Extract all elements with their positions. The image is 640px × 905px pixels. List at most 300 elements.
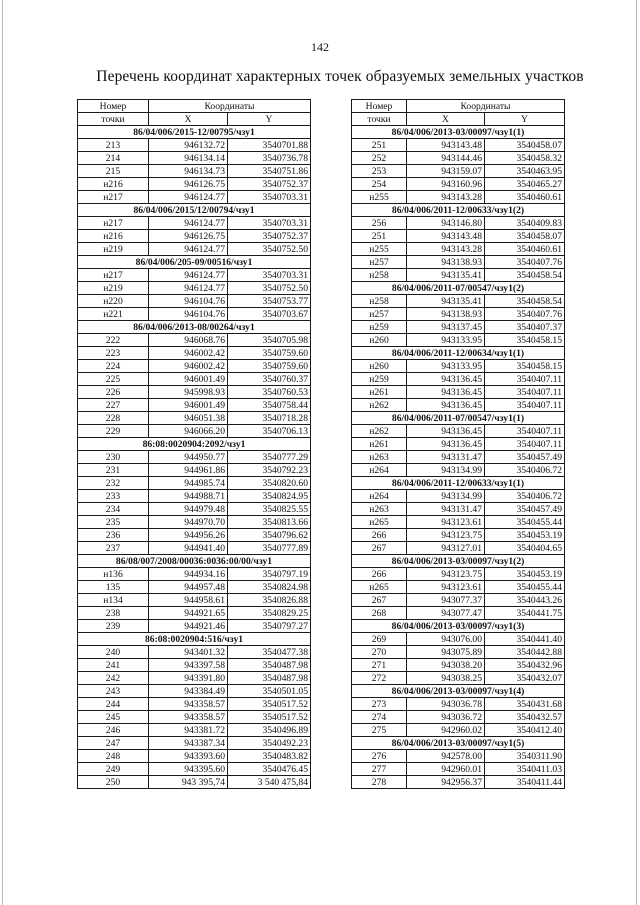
coord-x: 943143.48 [407,230,485,243]
table-row [352,698,565,711]
coord-y: 3540703.67 [228,308,311,321]
coord-y: 3540760.53 [228,386,311,399]
table-row [352,529,565,542]
page-title: Перечень координат характерных точек образуемых земельных участков [96,68,584,85]
coord-x: 944970.70 [149,516,228,529]
point-number: н257 [352,256,407,269]
section-row [78,555,311,568]
coord-x: 946126.75 [149,178,228,191]
table-row [352,334,565,347]
section-title: 86/04/006/2011-07/00547/чзу1(2) [352,282,565,295]
table-row [78,334,311,347]
coord-y: 3540820.60 [228,477,311,490]
coord-y: 3540441.75 [485,607,565,620]
table-row [352,152,565,165]
table-row [352,425,565,438]
point-number: 241 [78,659,149,672]
coord-y: 3540407.76 [485,308,565,321]
section-row [352,477,565,490]
coord-x: 943143.48 [407,139,485,152]
coord-x: 943135.41 [407,295,485,308]
coord-x: 943138.93 [407,308,485,321]
coord-x: 943160.96 [407,178,485,191]
point-number: 274 [352,711,407,724]
coord-y: 3540443.26 [485,594,565,607]
table-row [352,217,565,230]
point-number: 226 [78,386,149,399]
point-number: н217 [78,217,149,230]
coord-x: 944941.40 [149,542,228,555]
table-row [78,750,311,763]
section-row [352,620,565,633]
coord-x: 946068.76 [149,334,228,347]
coord-x: 946104.76 [149,308,228,321]
section-title: 86/04/006/205-09/00516/чзу1 [78,256,311,269]
coord-y: 3540458.15 [485,334,565,347]
coord-y: 3540432.96 [485,659,565,672]
point-number: 222 [78,334,149,347]
coord-y: 3540752.37 [228,230,311,243]
coord-x: 943358.57 [149,698,228,711]
section-row [78,321,311,334]
coord-y: 3540457.49 [485,451,565,464]
coord-x: 943133.95 [407,360,485,373]
table-row [352,438,565,451]
coord-x: 943143.28 [407,243,485,256]
table-row [78,568,311,581]
table-row [78,477,311,490]
table-row [352,178,565,191]
header-y: Y [485,113,565,126]
table-row [78,269,311,282]
coord-x: 943127.01 [407,542,485,555]
coord-x: 946001.49 [149,373,228,386]
point-number: 256 [352,217,407,230]
header-row [352,113,565,126]
table-row [78,451,311,464]
header-number: Номер [78,100,149,113]
coord-x: 943358.57 [149,711,228,724]
section-row [78,256,311,269]
table-row [352,659,565,672]
point-number: н216 [78,178,149,191]
coord-y: 3540487.98 [228,659,311,672]
point-number: н260 [352,360,407,373]
coord-x: 944950.77 [149,451,228,464]
coord-y: 3540458.07 [485,139,565,152]
coord-x: 944958.61 [149,594,228,607]
coord-x: 942960.02 [407,724,485,737]
coord-y: 3540759.60 [228,360,311,373]
coord-x: 946134.73 [149,165,228,178]
coord-y: 3540458.32 [485,152,565,165]
point-number: 278 [352,776,407,789]
coord-y: 3540796.62 [228,529,311,542]
section-title: 86/04/006/2011-12/00633/чзу1(2) [352,204,565,217]
header-coordinates: Координаты [149,100,311,113]
point-number: н265 [352,581,407,594]
coord-x: 943395.60 [149,763,228,776]
point-number: 233 [78,490,149,503]
point-number: н257 [352,308,407,321]
section-row [352,737,565,750]
table-row [78,399,311,412]
coord-y: 3540476.45 [228,763,311,776]
point-number: н255 [352,243,407,256]
point-number: 276 [352,750,407,763]
point-number: 243 [78,685,149,698]
coord-y: 3540501.05 [228,685,311,698]
coord-x: 946132.72 [149,139,228,152]
point-number: н217 [78,191,149,204]
coord-x: 943131.47 [407,451,485,464]
header-row [78,100,311,113]
coord-x: 943159.07 [407,165,485,178]
coord-y: 3540411.03 [485,763,565,776]
table-row [352,243,565,256]
coord-x: 943146.80 [407,217,485,230]
coord-y: 3540407.11 [485,386,565,399]
point-number: н264 [352,464,407,477]
point-number: 246 [78,724,149,737]
point-number: н259 [352,373,407,386]
table-row [78,776,311,789]
table-row [78,672,311,685]
section-row [352,555,565,568]
coord-x: 946126.75 [149,230,228,243]
table-row [352,373,565,386]
point-number: 227 [78,399,149,412]
point-number: 270 [352,646,407,659]
point-number: 225 [78,373,149,386]
coord-x: 946002.42 [149,360,228,373]
point-number: 238 [78,607,149,620]
table-row [78,308,311,321]
coord-x: 943401.32 [149,646,228,659]
table-row [352,490,565,503]
coord-y: 3540703.31 [228,217,311,230]
coord-y: 3540777.89 [228,542,311,555]
coord-x: 943123.61 [407,516,485,529]
table-row [352,763,565,776]
section-row [352,685,565,698]
coord-y: 3540759.60 [228,347,311,360]
coord-y: 3540718.28 [228,412,311,425]
coord-x: 943036.78 [407,698,485,711]
table-row [78,360,311,373]
page-number: 142 [311,40,329,54]
point-number: н259 [352,321,407,334]
coord-x: 943077.47 [407,607,485,620]
table-row [78,646,311,659]
table-row [352,594,565,607]
table-row [78,659,311,672]
coord-y: 3540752.50 [228,243,311,256]
point-number: 269 [352,633,407,646]
point-number: 231 [78,464,149,477]
coord-y: 3540705.98 [228,334,311,347]
coord-y: 3540453.19 [485,529,565,542]
table-row [78,412,311,425]
table-row [352,230,565,243]
coord-y: 3540517.52 [228,698,311,711]
coord-y: 3540496.89 [228,724,311,737]
table-row [78,685,311,698]
header-x: X [149,113,228,126]
point-number: н262 [352,399,407,412]
point-number: 252 [352,152,407,165]
table-row [78,490,311,503]
point-number: н263 [352,503,407,516]
coord-y: 3540777.29 [228,451,311,464]
section-title: 86/04/006/2013-03/00097/чзу1(4) [352,685,565,698]
point-number: н258 [352,295,407,308]
table-row [352,646,565,659]
coord-y: 3540431.68 [485,698,565,711]
coord-y: 3540736.78 [228,152,311,165]
coord-y: 3540487.98 [228,672,311,685]
table-row [352,464,565,477]
coord-x: 946104.76 [149,295,228,308]
table-row [352,724,565,737]
point-number: 239 [78,620,149,633]
coord-y: 3540455.44 [485,581,565,594]
header-row [78,113,311,126]
coord-y: 3540411.44 [485,776,565,789]
coord-x: 944985.74 [149,477,228,490]
coord-x: 943393.60 [149,750,228,763]
section-row [78,633,311,646]
table-row [78,139,311,152]
coord-x: 943076.00 [407,633,485,646]
table-row [78,282,311,295]
coord-x: 944921.46 [149,620,228,633]
coord-x: 943135.41 [407,269,485,282]
point-number: н263 [352,451,407,464]
point-number: 275 [352,724,407,737]
point-number: 266 [352,568,407,581]
coord-y: 3540829.25 [228,607,311,620]
section-title: 86/04/006/2011-12/00634/чзу1(1) [352,347,565,360]
point-number: 215 [78,165,149,178]
point-number: 135 [78,581,149,594]
table-row [352,542,565,555]
point-number: 234 [78,503,149,516]
point-number: н221 [78,308,149,321]
coord-y: 3540826.88 [228,594,311,607]
section-row [78,126,311,139]
coord-x: 943143.28 [407,191,485,204]
point-number: 273 [352,698,407,711]
coord-y: 3540706.13 [228,425,311,438]
coord-y: 3540460.61 [485,243,565,256]
point-number: н258 [352,269,407,282]
coord-x: 943 395,74 [149,776,228,789]
coord-x: 943123.75 [407,568,485,581]
coord-y: 3540752.37 [228,178,311,191]
coord-y: 3540824.95 [228,490,311,503]
point-number: н216 [78,230,149,243]
coord-x: 943036.72 [407,711,485,724]
coord-x: 943144.46 [407,152,485,165]
coord-x: 943136.45 [407,425,485,438]
point-number: н255 [352,191,407,204]
point-number: 247 [78,737,149,750]
table-row [352,321,565,334]
point-number: н265 [352,516,407,529]
table-row [78,373,311,386]
coord-x: 946051.38 [149,412,228,425]
point-number: 237 [78,542,149,555]
table-row [78,217,311,230]
point-number: 224 [78,360,149,373]
coord-y: 3540458.07 [485,230,565,243]
table-row [78,503,311,516]
table-row [78,581,311,594]
table-row [78,724,311,737]
point-number: 242 [78,672,149,685]
coord-x: 946134.14 [149,152,228,165]
header-number: Номер [352,100,407,113]
table-row [78,620,311,633]
table-row [78,737,311,750]
coordinates-table-right [351,99,565,789]
coord-x: 943137.45 [407,321,485,334]
point-number: 250 [78,776,149,789]
point-number: 268 [352,607,407,620]
header-y: Y [228,113,311,126]
coord-x: 942578.00 [407,750,485,763]
coord-x: 943038.20 [407,659,485,672]
coord-y: 3540407.11 [485,399,565,412]
scan-edge-left [2,0,3,905]
coord-y: 3540797.27 [228,620,311,633]
coord-x: 946124.77 [149,217,228,230]
table-row [352,672,565,685]
table-row [78,386,311,399]
point-number: н264 [352,490,407,503]
point-number: 266 [352,529,407,542]
point-number: 271 [352,659,407,672]
coord-x: 942956.37 [407,776,485,789]
section-row [352,412,565,425]
table-row [352,711,565,724]
table-row [78,698,311,711]
point-number: 236 [78,529,149,542]
coord-y: 3540813.66 [228,516,311,529]
header-row [352,100,565,113]
point-number: 229 [78,425,149,438]
table-row [352,776,565,789]
table-row [78,178,311,191]
coord-x: 943075.89 [407,646,485,659]
coord-y: 3540492.23 [228,737,311,750]
coord-x: 946124.77 [149,191,228,204]
coord-x: 943381.72 [149,724,228,737]
coord-x: 943391.80 [149,672,228,685]
point-number: н262 [352,425,407,438]
coord-y: 3540824.98 [228,581,311,594]
section-title: 86/04/006/2013-03/00097/чзу1(5) [352,737,565,750]
table-row [352,750,565,763]
coord-x: 944921.65 [149,607,228,620]
table-row [78,165,311,178]
coord-y: 3540455.44 [485,516,565,529]
coord-x: 943123.75 [407,529,485,542]
coord-x: 944956.26 [149,529,228,542]
section-title: 86/08/007/2008/00036:0036:00/00/чзу1 [78,555,311,568]
table-row [352,139,565,152]
point-number: н260 [352,334,407,347]
table-row [78,230,311,243]
point-number: н217 [78,269,149,282]
section-title: 86:08:0020904:516/чзу1 [78,633,311,646]
point-number: 272 [352,672,407,685]
coord-y: 3540465.27 [485,178,565,191]
table-row [78,152,311,165]
table-row [352,386,565,399]
coord-y: 3540407.76 [485,256,565,269]
table-row [78,295,311,308]
coord-x: 942960.01 [407,763,485,776]
coord-y: 3540407.37 [485,321,565,334]
section-row [352,126,565,139]
table-row [352,165,565,178]
coord-y: 3540407.11 [485,373,565,386]
point-number: 240 [78,646,149,659]
coord-y: 3540409.83 [485,217,565,230]
table-row [78,607,311,620]
coord-x: 943136.45 [407,438,485,451]
section-row [352,282,565,295]
table-row [78,711,311,724]
coord-x: 946124.77 [149,243,228,256]
point-number: н219 [78,282,149,295]
header-points: точки [78,113,149,126]
table-row [352,581,565,594]
point-number: 230 [78,451,149,464]
coord-y: 3540441.40 [485,633,565,646]
coord-x: 944988.71 [149,490,228,503]
point-number: 277 [352,763,407,776]
coord-y: 3540407.11 [485,425,565,438]
coord-y: 3540703.31 [228,269,311,282]
table-row [78,763,311,776]
coord-x: 946001.49 [149,399,228,412]
table-row [352,295,565,308]
coord-y: 3540412.40 [485,724,565,737]
coord-x: 944934.16 [149,568,228,581]
coord-x: 946002.42 [149,347,228,360]
table-row [78,542,311,555]
point-number: 223 [78,347,149,360]
coord-x: 943387.34 [149,737,228,750]
section-row [78,204,311,217]
point-number: н261 [352,438,407,451]
table-row [78,516,311,529]
point-number: н261 [352,386,407,399]
point-number: 248 [78,750,149,763]
coord-x: 943397.58 [149,659,228,672]
header-points: точки [352,113,407,126]
table-row [78,464,311,477]
section-title: 86/04/006/2013-03/00097/чзу1(3) [352,620,565,633]
table-row [352,633,565,646]
coord-x: 943136.45 [407,373,485,386]
coord-y: 3540404.65 [485,542,565,555]
table-row [352,503,565,516]
coord-x: 943131.47 [407,503,485,516]
